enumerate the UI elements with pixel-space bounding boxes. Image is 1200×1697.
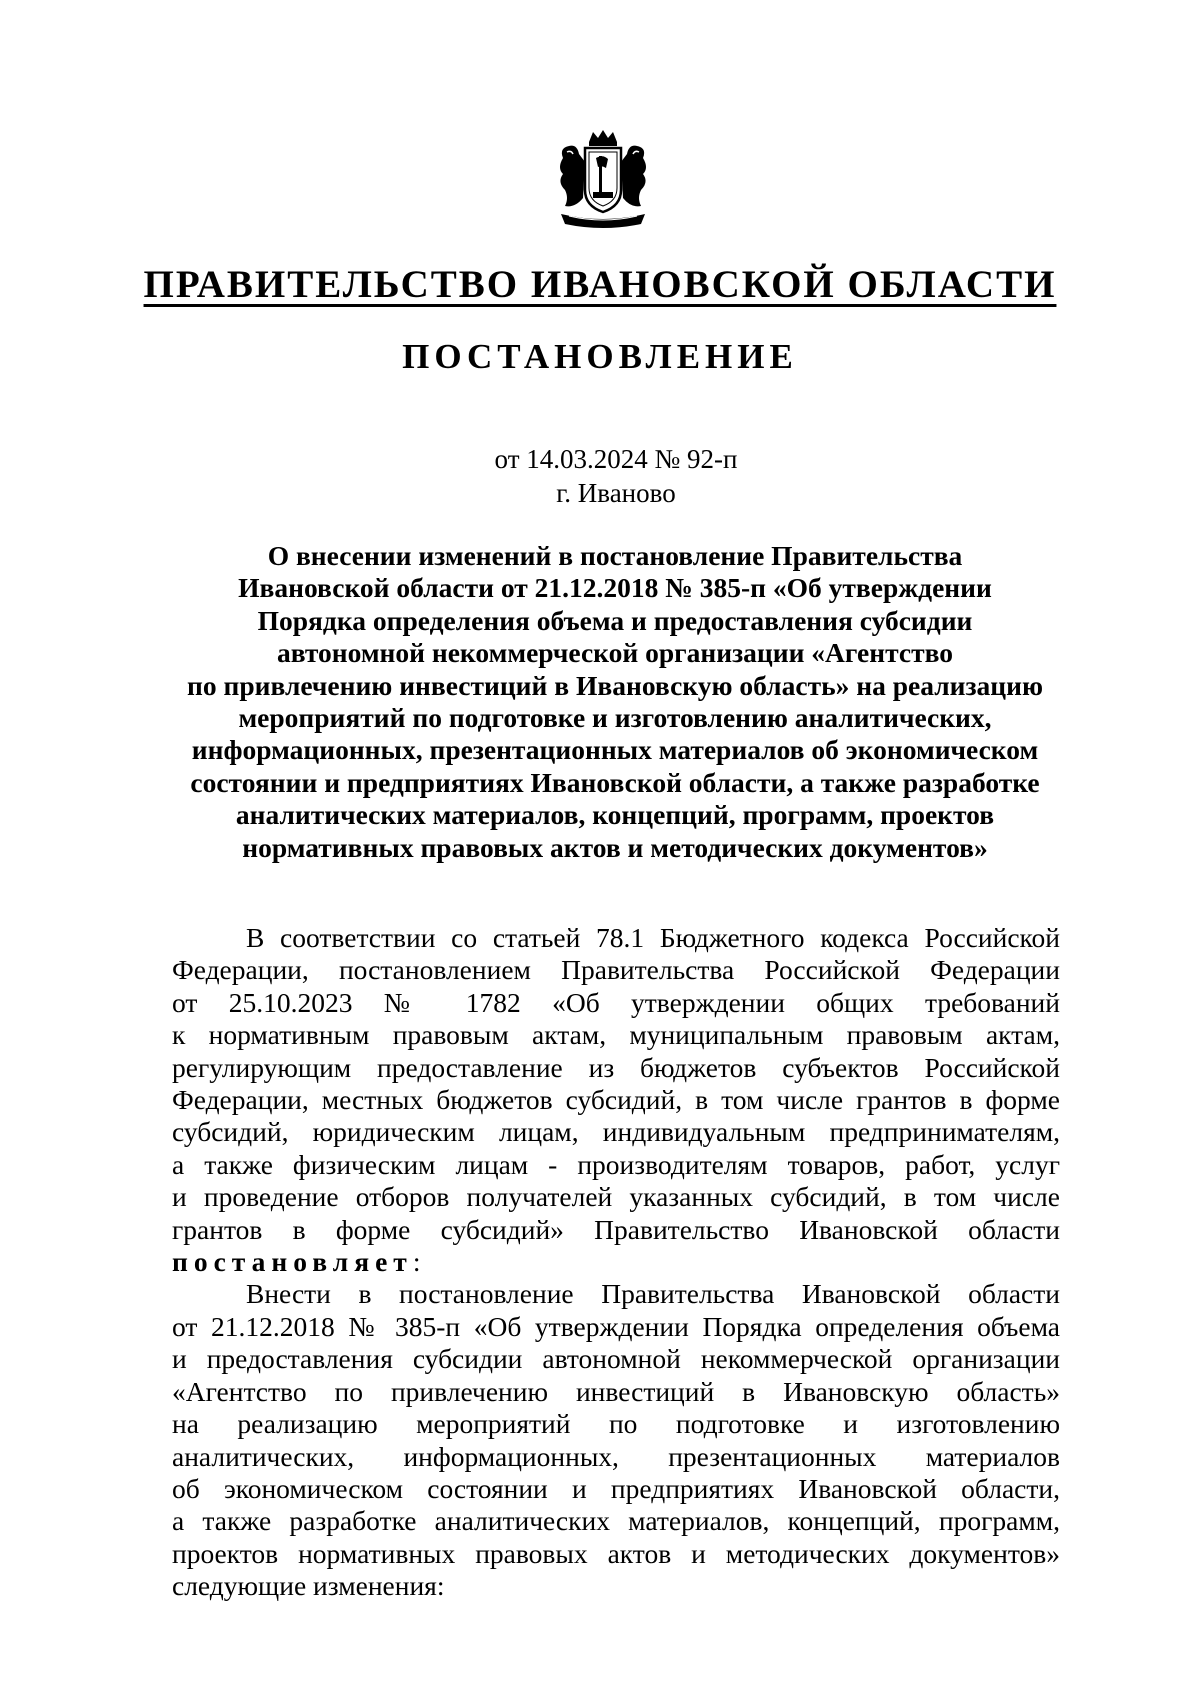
body-line: Внести в постановление Правительства Ивановской области xyxy=(246,1278,1060,1310)
body-line: об экономическом состоянии и предприятиях Ивановской области, xyxy=(172,1472,1060,1504)
document-heading xyxy=(170,540,1060,864)
body-line: Федерации, постановлением Правительства Российской Федерации xyxy=(172,954,1060,986)
body-line: и проведение отборов получателей указанных субсидий, в том числе xyxy=(172,1181,1060,1213)
heading-line: О внесении изменений в постановление Правительства xyxy=(267,540,963,571)
coat-of-arms-emblem xyxy=(555,128,651,232)
heading-line: нормативных правовых актов и методических документов» xyxy=(242,831,988,863)
decree-line xyxy=(172,1246,1060,1278)
body-line: от 21.12.2018 № 385-п «Об утверждении Порядка определения объема xyxy=(172,1310,1060,1342)
date-number: от 14.03.2024 № 92-п xyxy=(494,444,738,474)
body-line: к нормативным правовым актам, муниципальным правовым актам, xyxy=(172,1019,1060,1051)
body-line: регулирующим предоставление из бюджетов субъектов Российской xyxy=(172,1051,1060,1083)
body-line: Федерации, местных бюджетов субсидий, в том числе грантов в форме xyxy=(172,1084,1060,1116)
organization-title-text: ПРАВИТЕЛЬСТВО ИВАНОВСКОЙ ОБЛАСТИ xyxy=(143,263,1057,306)
body-line: от 25.10.2023 № 1782 «Об утверждении общих требований xyxy=(172,986,1060,1018)
heading-line: автономной некоммерческой организации «Агентство xyxy=(276,637,954,669)
heading-line: Порядка определения объема и предоставления субсидии xyxy=(257,604,973,636)
heading-line: аналитических материалов, концепций, программ, проектов xyxy=(235,799,995,831)
heading-line: Ивановской области от 21.12.2018 № 385-п «Об утверждении xyxy=(238,572,992,604)
decree-word: постановляет xyxy=(172,1246,413,1278)
paragraph-2 xyxy=(172,1278,1060,1602)
body-line: «Агентство по привлечению инвестиций в Ивановскую область» xyxy=(172,1375,1060,1407)
heading-line: мероприятий по подготовке и изготовлению аналитических, xyxy=(238,702,992,734)
body-line: проектов нормативных правовых актов и методических документов» xyxy=(172,1537,1060,1569)
organization-title xyxy=(0,262,1200,307)
body-line: а также разработке аналитических материалов, концепций, программ, xyxy=(172,1505,1060,1537)
document-meta xyxy=(0,442,1200,510)
body-line: а также физическим лицам - производителям товаров, работ, услуг xyxy=(172,1148,1060,1180)
paragraph-1 xyxy=(172,922,1060,1278)
body-line: аналитических, информационных, презентационных материалов xyxy=(172,1440,1060,1472)
heading-line: по привлечению инвестиций в Ивановскую область» на реализацию xyxy=(187,669,1043,701)
body-line: на реализацию мероприятий по подготовке и изготовлению xyxy=(172,1408,1060,1440)
city: г. Иваново xyxy=(556,478,676,508)
body-line: следующие изменения: xyxy=(172,1570,445,1602)
body-line: грантов в форме субсидий» Правительство Ивановской области xyxy=(172,1213,1060,1245)
document-type: ПОСТАНОВЛЕНИЕ xyxy=(402,337,798,376)
heading-line: информационных, презентационных материалов об экономическом xyxy=(191,734,1039,766)
body-line: и предоставления субсидии автономной некоммерческой организации xyxy=(172,1343,1060,1375)
heading-line: состоянии и предприятиях Ивановской области, а также разработке xyxy=(190,766,1040,798)
body-line: В соответствии со статьей 78.1 Бюджетного кодекса Российской xyxy=(246,922,1060,953)
document-body xyxy=(172,922,1060,1603)
decree-colon: : xyxy=(412,1246,421,1278)
body-line: субсидий, юридическим лицам, индивидуальным предпринимателям, xyxy=(172,1116,1060,1148)
